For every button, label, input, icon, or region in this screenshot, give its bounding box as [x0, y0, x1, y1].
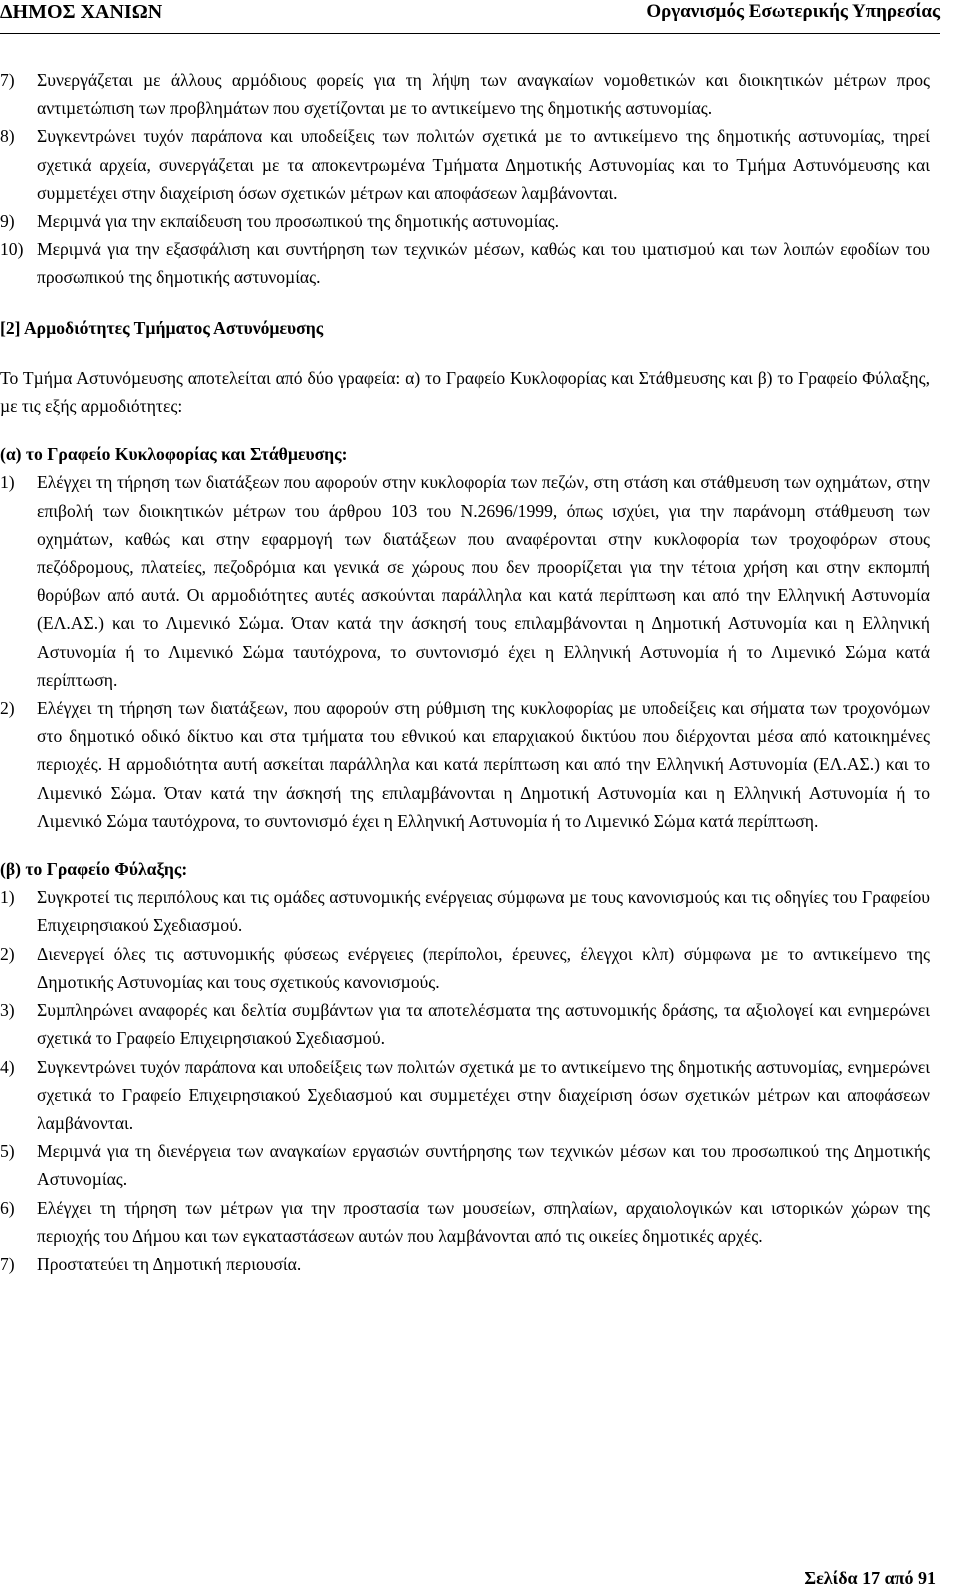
office-a-heading: (α) το Γραφείο Κυκλοφορίας και Στάθµευσης:: [0, 444, 348, 465]
header-rule: [0, 33, 940, 34]
document-body: [0, 66, 930, 1278]
list-item: 2) Διενεργεί όλες τις αστυνοµικής φύσεως ενέργειες (περίπολοι, έρευνες, έλεγχοι κλπ) σύµφωνα µε το αντικείµενο της Δηµοτικής Αστυνοµίας και τους σχετικούς κανονισµούς.: [0, 943, 930, 992]
section-intro: Το Τµήµα Αστυνόµευσης αποτελείται από δύο γραφεία: α) το Γραφείο Κυκλοφορίας και Στάθµευσης και β) το Γραφείο Φύλαξης, µε τις εξής αρµοδιότητες:: [0, 367, 930, 417]
list-item: 3) Συµπληρώνει αναφορές και δελτία συµβάντων για τα αποτελέσµατα της αστυνοµικής δράσης, τα αξιολογεί και ενηµερώνει σχετικά το Γραφείο Επιχειρησιακού Σχεδιασµού.: [0, 1000, 930, 1049]
list-item: 2) Ελέγχει τη τήρηση των διατάξεων, που αφορούν στη ρύθµιση της κυκλοφορίας µε υποδείξεις και σήµατα των τροχονόµων στο δηµοτικό οδικό δίκτυο και στα τµήματα του εθνικού και επαρχιακού δικτύου που διέρχονται µέσα από κατοικηµένες περιοχές. Η αρµοδιότητα αυτή ασκείται παράλληλα και κατά περίπτωση και από την Ελληνική Αστυνοµία (ΕΛ.ΑΣ.) και το Λιµενικό Σώµα. Όταν κατά την άσκησή της επιλαµβάνονται η Δηµοτική Αστυνοµία και η Ελληνική Αστυνοµία ή το Λιµενικό Σώµα ταυτόχρονα, το συντονισµό έχει η Ελληνική Αστυνοµία ή το Λιµενικό Σώµα κατά περίπτωση.: [0, 698, 930, 831]
page-number: Σελίδα 17 από 91: [804, 1568, 936, 1588]
list-item: 1) Συγκροτεί τις περιπόλους και τις οµάδες αστυνοµικής ενέργειας σύµφωνα µε τους κανονισµούς και τις οδηγίες του Γραφείου Επιχειρησιακού Σχεδιασµού.: [0, 887, 930, 936]
list-item: 5) Μεριµνά για τη διενέργεια των αναγκαίων εργασιών συντήρησης των τεχνικών µέσων και του προσωπικού της Δηµοτικής Αστυνοµίας.: [0, 1141, 930, 1190]
list-item: 4) Συγκεντρώνει τυχόν παράπονα και υποδείξεις των πολιτών σχετικά µε το αντικείµενο της δηµοτικής αστυνοµίας, ενηµερώνει σχετικά το Γραφείο Επιχειρησιακού Σχεδιασµού και συµµετέχει στην διαχείριση όσων σχετικών µέτρων και αποφάσεων λαµβάνονται.: [0, 1056, 930, 1133]
list-item: 9) Μεριµνά για την εκπαίδευση του προσωπικού της δηµοτικής αστυνοµίας.: [0, 211, 560, 232]
list-item: 7) Προστατεύει τη Δηµοτική περιουσία.: [0, 1253, 302, 1274]
list-item: 1) Ελέγχει τη τήρηση των διατάξεων που αφορούν στην κυκλοφορία των πεζών, στη στάση και στάθµευση των οχηµάτων, στην επιβολή των διοικητικών µέτρων του άρθρου 103 του Ν.2696/1999, όπως ισχύει, για την παράνοµη στάθµευση των οχηµάτων, καθώς και στην εφαρµογή των διατάξεων που αναφέρονται στην κυκλοφορία των τροχοφόρων στους πεζόδροµους, πλατείες, πεζοδρόµια και γενικά σε χώρους που δεν προορίζεται για την τέτοια χρήση και στην εκποµπή θορύβων από αυτά. Οι αρµοδιότητες αυτές ασκούνται παράλληλα και κατά περίπτωση και από την Ελληνική Αστυνοµία (ΕΛ.ΑΣ.) και το Λιµενικό Σώµα. Όταν κατά την άσκησή τους επιλαµβάνονται η Δηµοτική Αστυνοµία και η Ελληνική Αστυνοµία ή το Λιµενικό Σώµα ταυτόχρονα, το συντονισµό έχει η Ελληνική Αστυνοµία ή το Λιµενικό Σώµα κατά περίπτωση.: [0, 472, 930, 690]
list-item: 7) Συνεργάζεται µε άλλους αρµόδιους φορείς για τη λήψη των αναγκαίων νοµοθετικών και διοικητικών µέτρων προς αντιµετώπιση των προβληµάτων που σχετίζονται µε το αντικείµενο της δηµοτικής αστυνοµίας.: [0, 70, 930, 119]
section-heading: [2] Αρµοδιότητες Τµήµατος Αστυνόµευσης: [0, 317, 324, 338]
header-municipality: ΔΗΜΟΣ ΧΑΝΙΩΝ: [0, 1, 163, 23]
list-item: 6) Ελέγχει τη τήρηση των µέτρων για την προστασία των µουσείων, σπηλαίων, αρχαιολογικών και ιστορικών χώρων της περιοχής του Δήµου και των εγκαταστάσεων αυτών που λαµβάνονται από τις οικείες δηµοτικές αρχές.: [0, 1197, 930, 1246]
page-header: [0, 0, 940, 34]
list-item: 10) Μεριµνά για την εξασφάλιση και συντήρηση των τεχνικών µέσων, καθώς και του ιµατισµού και των λοιπών εφοδίων του προσωπικού της δηµοτικής αστυνοµίας.: [0, 239, 930, 288]
office-b-heading: (β) το Γραφείο Φύλαξης:: [0, 859, 188, 880]
list-item: 8) Συγκεντρώνει τυχόν παράπονα και υποδείξεις των πολιτών σχετικά µε το αντικείµενο της δηµοτικής αστυνοµίας, τηρεί σχετικά αρχεία, συνεργάζεται µε τα αποκεντρωµένα Τµήµατα Δηµοτικής Αστυνοµίας και το Τµήµα Αστυνόµευσης και συµµετέχει στην διαχείριση όσων σχετικών µέτρων και αποφάσεων λαµβάνονται.: [0, 126, 930, 203]
header-document-title: Οργανισµός Εσωτερικής Υπηρεσίας: [646, 1, 940, 22]
